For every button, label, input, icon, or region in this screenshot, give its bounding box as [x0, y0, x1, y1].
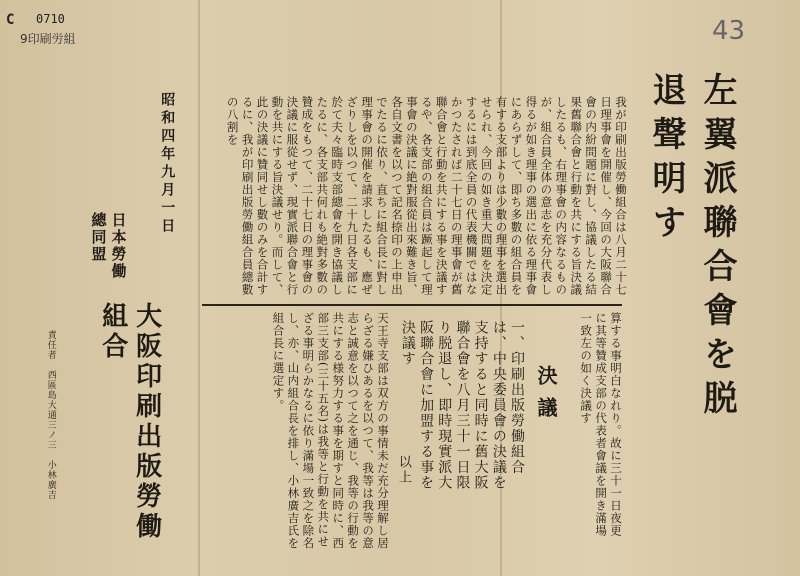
document-title: 左翼派聯合會を脱退聲明す — [646, 72, 737, 424]
statement-continuation: 算する事明白なれり。故に三十一日夜更に其等贊成支部の代表者會議を開き滿場一致左の如く決議す — [579, 312, 623, 537]
organization-name: 大阪印刷出版勞働組合 — [97, 302, 162, 542]
archive-prefix: C — [6, 12, 15, 28]
resolution-heading: 決議 — [534, 365, 558, 429]
federation-line-2: 總同盟 — [89, 212, 108, 263]
statement-body: 我が印刷出版勞働組合は八月二十七日理事會を開催し、今回の大阪聯合會の内紛問題に對し、協議したる結果舊聯合會と行動を共にする旨決議したるも、右理事會の内容なるものが、組合員全体の意志を充分代表し得るが如き理事の選出に依る理事會にあらずして、即ち多數の組合員を有する支部よりは少數の理事を選出せられ、今回の如き重大問題を決定するには到底全員の代表機關ではなかつたされば二十七日の理事會が舊聯合會と行動を共にする事を決議するや、各支部の組合員は蹶起して理事會の決議に絶對服從出來難き旨、各自文書を以つて記名捺印の上申出でたるに依り、直ちに組合長に對し理事會の開催を請求したるも、應ぜざりしを以つて、二十九日各支部に於て夫々臨時支部總會を開き協議したるに、各支部共何れも絶對多數の贊成をもつて、二十七日の理事會の決議に服從せず、現實派聯合會と行動を共にする旨決議せり。而して、此の決議に贊同せし數のみを合計するに、我が印刷出版勞働組合員總數の八割を — [225, 96, 628, 296]
federation-line-1: 日本勞働 — [109, 212, 128, 280]
tennoji-note: 天王寺支部は双方の事情未だ充分理解し居らざる嫌ひあるを以つて、我等は我等の意志と誠意を以つて之を通じ、我等の行動を共にする様努力する事を期すと同時に、西部三支部(三十五名)は我等と行動を共にせざる事明らかなるに依り滿場一致之を除名し、亦、山内組合長を排し、小林廣吉氏を組合長に選定す。 — [271, 312, 390, 550]
publisher-line: 責任者 西區島大通三ノ三 小林廣吉 — [45, 330, 56, 500]
archive-note: 9印刷労組 — [20, 32, 76, 46]
page-number: 43 — [712, 16, 746, 46]
issue-date: 昭和四年九月一日 — [159, 92, 176, 236]
archive-code: 0710 — [36, 12, 65, 26]
resolution-text: 一、印刷出版勞働組合は、中央委員會の決議を支持すると同時に舊大阪聯合會を八月三十一日限り脱退し、即時現實派大阪聯合會に加盟する事を決議す — [399, 320, 525, 491]
section-divider — [202, 304, 622, 306]
resolution-end: 以上 — [395, 455, 411, 485]
fold-line — [198, 0, 200, 576]
